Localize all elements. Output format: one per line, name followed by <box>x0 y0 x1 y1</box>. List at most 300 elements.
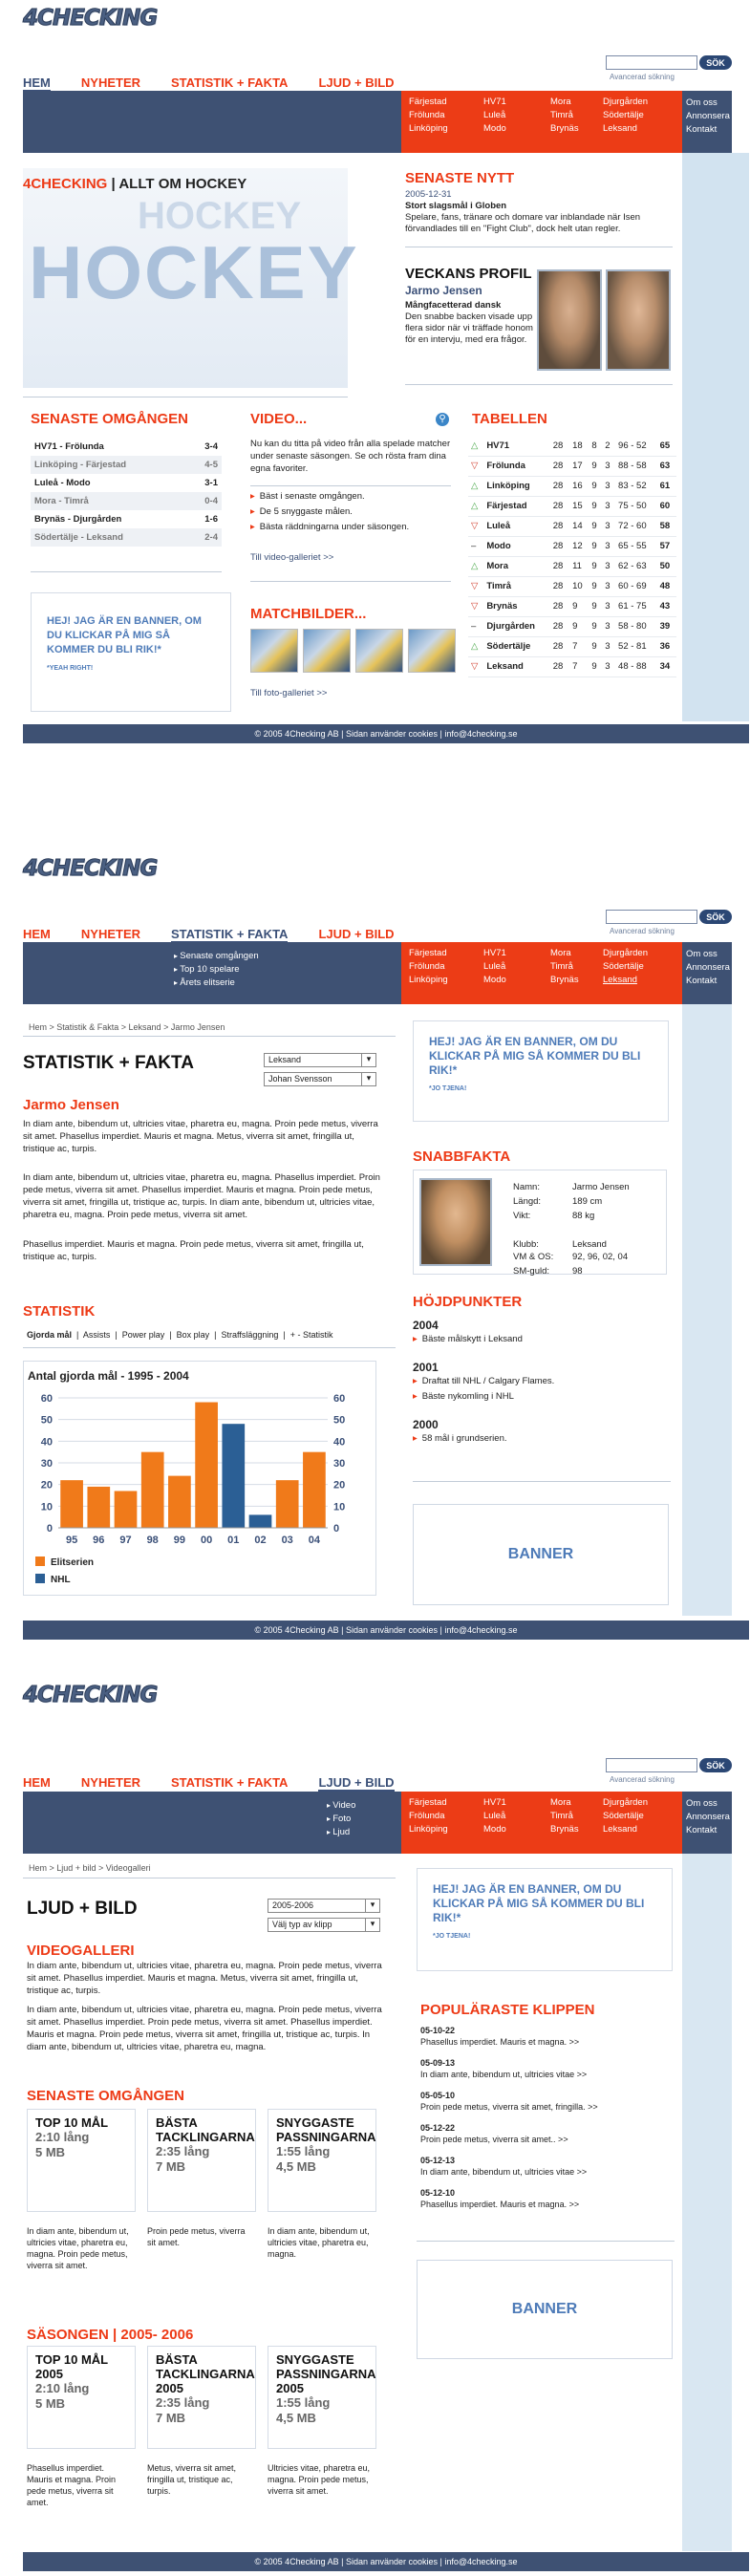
standings-row[interactable] <box>468 616 676 636</box>
stats-title: STATISTIK <box>23 1303 96 1320</box>
season-select[interactable]: 2005-2006 ▾ <box>268 1899 380 1913</box>
standings-goals: 96 - 52 <box>615 436 657 456</box>
team-link[interactable]: Mora <box>550 948 571 958</box>
banner-text: HEJ! JAG ÄR EN BANNER, OM DU KLICKAR PÅ MIG SÅ KOMMER DU BLI RIK!* <box>429 1035 641 1077</box>
y-tick-label-right: 60 <box>333 1393 346 1405</box>
team-link[interactable]: Modo <box>483 123 506 134</box>
banner-text: HEJ! JAG ÄR EN BANNER, OM DU KLICKAR PÅ MIG SÅ KOMMER DU BLI RIK!* <box>47 615 202 655</box>
standings-row[interactable] <box>468 456 676 476</box>
legend-label: NHL <box>51 1575 71 1585</box>
team-link[interactable]: Södertälje <box>603 961 644 972</box>
standings-wins: 7 <box>569 656 589 676</box>
divider <box>23 1036 396 1037</box>
nav-home[interactable]: HEM <box>23 927 51 941</box>
results-table <box>31 438 222 547</box>
fact-row <box>513 1209 630 1223</box>
season-title: SÄSONGEN | 2005- 2006 <box>27 2327 194 2343</box>
standings-row[interactable] <box>468 516 676 536</box>
profile-photo[interactable] <box>537 269 602 371</box>
highlight-year: 2000 <box>413 1418 439 1431</box>
standings-row[interactable] <box>468 656 676 676</box>
search-area <box>606 910 732 935</box>
match-thumb[interactable] <box>250 629 298 673</box>
chart-title: Antal gjorda mål - 1995 - 2004 <box>28 1369 189 1383</box>
popular-list <box>420 2025 669 2220</box>
about-link[interactable]: Om oss <box>686 949 718 959</box>
fact-value: 98 <box>572 1266 583 1277</box>
match-thumbs <box>250 629 470 676</box>
team-link[interactable]: Linköping <box>409 1824 448 1835</box>
y-tick-label: 0 <box>46 1523 53 1535</box>
breadcrumb[interactable]: Hem > Ljud + bild > Videogalleri <box>29 1863 151 1873</box>
popular-item[interactable] <box>420 2187 669 2210</box>
clip-title: BÄSTA TACKLINGARNA 2005 <box>156 2352 255 2395</box>
ad-banner[interactable] <box>417 1868 673 1971</box>
result-row[interactable] <box>31 528 222 547</box>
standings-row[interactable] <box>468 596 676 616</box>
clip-size: 4,5 MB <box>276 2159 316 2174</box>
clip-title: TOP 10 MÅL <box>35 2115 109 2130</box>
standings-team: HV71 <box>483 436 549 456</box>
result-row[interactable] <box>31 510 222 528</box>
standings-games: 28 <box>550 556 569 576</box>
x-tick-label: 97 <box>119 1535 132 1546</box>
standings-wins: 15 <box>569 496 589 516</box>
match-thumb[interactable] <box>303 629 351 673</box>
search-button[interactable]: SÖK <box>699 55 732 70</box>
video-clip[interactable] <box>27 2346 136 2449</box>
standings-wins: 12 <box>569 536 589 556</box>
video-clip[interactable] <box>27 2109 136 2212</box>
nav-media[interactable]: LJUD + BILD <box>318 927 395 941</box>
standings-goals: 83 - 52 <box>615 476 657 496</box>
breadcrumb[interactable]: Hem > Statistik & Fakta > Leksand > Jarmo Jensen <box>29 1022 225 1032</box>
clip-description: Metus, viverra sit amet, fringilla ut, tristique ac, turpis. <box>147 2463 237 2496</box>
popular-text: Phasellus imperdiet. Mauris et magna. >> <box>420 2200 580 2209</box>
popular-text: In diam ante, bibendum ut, ultricies vitae >> <box>420 2167 588 2177</box>
contact-link[interactable]: Kontakt <box>686 124 718 135</box>
highlights-title: HÖJDPUNKTER <box>413 1294 523 1310</box>
bar-elitserien <box>195 1403 218 1528</box>
standings-goals: 52 - 81 <box>615 636 657 656</box>
nav-news[interactable]: NYHETER <box>80 75 141 90</box>
big-banner[interactable]: BANNER <box>417 2260 673 2359</box>
divider <box>250 581 451 582</box>
player-select[interactable]: Johan Svensson ▾ <box>264 1072 376 1086</box>
search-icon[interactable]: ⚲ <box>436 413 449 426</box>
standings-table <box>468 436 676 677</box>
team-link[interactable]: Timrå <box>550 961 573 972</box>
team-link[interactable]: Leksand <box>603 123 637 134</box>
fact-value: 88 kg <box>572 1211 595 1221</box>
y-tick-label-right: 40 <box>333 1436 346 1449</box>
team-link[interactable]: Södertälje <box>603 1811 644 1821</box>
result-row[interactable] <box>31 438 222 456</box>
advertise-link[interactable]: Annonsera <box>686 962 730 973</box>
subnav-item[interactable]: ▸ Top 10 spelare <box>174 963 259 977</box>
standings-wins: 17 <box>569 456 589 476</box>
standings-row[interactable] <box>468 436 676 456</box>
nav-news[interactable]: NYHETER <box>80 927 141 941</box>
clip-description: Phasellus imperdiet. Mauris et magna. Proin pede metus, viverra sit amet. <box>27 2463 117 2507</box>
y-tick-label-right: 30 <box>333 1458 346 1470</box>
nav-home[interactable]: HEM <box>23 75 51 90</box>
popular-item[interactable] <box>420 2057 669 2080</box>
hero-title-brand: 4CHECKING <box>23 176 108 192</box>
video-link[interactable]: ▸ Bästa räddningarna under säsongen. <box>250 520 451 535</box>
standings-ties: 3 <box>602 556 615 576</box>
video-links <box>250 489 451 535</box>
video-clip[interactable] <box>268 2109 376 2212</box>
fact-label: Längd: <box>513 1196 542 1207</box>
advanced-search-link[interactable]: Avancerad sökning <box>610 73 675 81</box>
match-title: MATCHBILDER... <box>250 606 367 622</box>
x-tick-label: 02 <box>254 1535 267 1546</box>
standings-games: 28 <box>550 476 569 496</box>
team-link[interactable]: Djurgården <box>603 948 648 958</box>
popular-text: Proin pede metus, viverra sit amet.. >> <box>420 2135 568 2144</box>
y-tick-label-right: 20 <box>333 1479 346 1492</box>
subnav-item[interactable]: ▸ Video <box>327 1799 355 1813</box>
contact-link[interactable]: Kontakt <box>686 1825 718 1835</box>
standings-losses: 9 <box>589 596 602 616</box>
trend-down-icon: ▽ <box>468 656 483 676</box>
tab-boxplay[interactable]: Box play <box>176 1330 210 1340</box>
subnav-item[interactable]: ▸ Årets elitserie <box>174 977 259 990</box>
popular-item[interactable] <box>420 2025 669 2048</box>
team-link[interactable]: Djurgården <box>603 97 648 107</box>
standings-games: 28 <box>550 516 569 536</box>
video-text: Nu kan du titta på video från alla spelade matcher under senaste säsongen. Se och rösta fram dina egna favoriter. <box>250 439 451 474</box>
fact-label: Klubb: <box>513 1239 539 1250</box>
highlight-item: ▸ Bäste nykomling i NHL <box>413 1389 671 1405</box>
standings-games: 28 <box>550 636 569 656</box>
subnav-item[interactable]: ▸ Ljud <box>327 1826 355 1839</box>
photo-gallery-link[interactable]: Till foto-galleriet >> <box>250 688 328 698</box>
fact-row <box>513 1180 630 1194</box>
legend-label: Elitserien <box>51 1557 95 1568</box>
standings-games: 28 <box>550 656 569 676</box>
popular-item[interactable] <box>420 2155 669 2178</box>
standings-losses: 9 <box>589 536 602 556</box>
standings-games: 28 <box>550 496 569 516</box>
banner-footnote: *YEAH RIGHT! <box>47 665 94 672</box>
clip-description: In diam ante, bibendum ut, ultricies vitae, pharetra eu, magna. Proin pede metus, viverra sit amet. <box>27 2226 129 2270</box>
team-link[interactable]: Frölunda <box>409 1811 445 1821</box>
tab-plusminus[interactable]: + - Statistik <box>289 1330 333 1340</box>
match-thumb[interactable] <box>355 629 403 673</box>
divider <box>31 571 222 572</box>
nav-media[interactable]: LJUD + BILD <box>318 75 395 90</box>
tab-penalties[interactable]: Straffsläggning <box>221 1330 279 1340</box>
big-banner[interactable]: BANNER <box>413 1504 669 1605</box>
banner-footnote: *JO TJENA! <box>433 1933 471 1940</box>
player-name: Jarmo Jensen <box>23 1097 119 1113</box>
fact-label: SM-guld: <box>513 1266 550 1277</box>
team-link[interactable]: Modo <box>483 1824 506 1835</box>
standings-points: 58 <box>657 516 676 536</box>
clip-length: 2:35 lång <box>156 2395 210 2410</box>
logo[interactable]: 4CHECKING <box>23 856 158 881</box>
team-link[interactable]: Leksand <box>603 1824 637 1835</box>
standings-wins: 18 <box>569 436 589 456</box>
subnav-item[interactable]: ▸ Foto <box>327 1813 355 1826</box>
match-thumb[interactable] <box>408 629 456 673</box>
stats-tabs: Gjorda mål | Assists | Power play | Box play | Straffsläggning | + - Statistik <box>27 1330 333 1340</box>
popular-date: 05-12-22 <box>420 2123 456 2133</box>
search-area <box>606 55 732 81</box>
standings-points: 50 <box>657 556 676 576</box>
popular-item[interactable] <box>420 2090 669 2113</box>
team-link[interactable]: HV71 <box>483 97 506 107</box>
page-title: STATISTIK + FAKTA <box>23 1053 194 1073</box>
hero-image[interactable] <box>23 168 359 388</box>
team-link[interactable]: HV71 <box>483 1797 506 1808</box>
standings-team: Modo <box>483 536 549 556</box>
video-clip[interactable] <box>147 2109 256 2212</box>
header-band <box>23 91 749 153</box>
trend-down-icon: ▽ <box>468 516 483 536</box>
nav-stats[interactable]: STATISTIK + FAKTA <box>171 927 289 941</box>
standings-games: 28 <box>550 596 569 616</box>
result-score: 0-4 <box>188 492 222 510</box>
standings-points: 57 <box>657 536 676 556</box>
standings-team: Mora <box>483 556 549 576</box>
about-link[interactable]: Om oss <box>686 97 718 108</box>
x-tick-label: 03 <box>281 1535 293 1546</box>
clip-length: 2:10 lång <box>35 2381 90 2395</box>
profile-photo[interactable] <box>606 269 671 371</box>
y-tick-label-right: 0 <box>333 1523 340 1535</box>
bar-elitserien <box>87 1487 110 1528</box>
standings-row[interactable] <box>468 536 676 556</box>
advanced-search-link[interactable]: Avancerad sökning <box>610 1775 675 1784</box>
chart-box <box>23 1361 376 1596</box>
x-tick-label: 01 <box>227 1535 240 1546</box>
highlights-list <box>413 1319 671 1447</box>
team-link[interactable]: Färjestad <box>409 948 447 958</box>
team-link[interactable]: Mora <box>550 97 571 107</box>
tab-powerplay[interactable]: Power play <box>121 1330 165 1340</box>
standings-title: TABELLEN <box>472 411 547 427</box>
standings-ties: 3 <box>602 596 615 616</box>
team-link[interactable]: Luleå <box>483 1811 506 1821</box>
main-nav <box>23 1775 425 1792</box>
team-link[interactable]: Brynäs <box>550 123 579 134</box>
nav-stats[interactable]: STATISTIK + FAKTA <box>171 75 289 90</box>
search-input[interactable] <box>606 1758 697 1772</box>
highlight-items <box>413 1374 671 1405</box>
highlight-item: ▸ 58 mål i grundserien. <box>413 1431 671 1447</box>
trend-up-icon: △ <box>468 556 483 576</box>
contact-link[interactable]: Kontakt <box>686 976 718 986</box>
tab-assists[interactable]: Assists <box>82 1330 111 1340</box>
highlight-item: ▸ Bäste målskytt i Leksand <box>413 1332 671 1347</box>
right-rail <box>682 1004 732 1616</box>
team-link[interactable]: HV71 <box>483 948 506 958</box>
bar-elitserien <box>115 1491 138 1528</box>
standings-goals: 61 - 75 <box>615 596 657 616</box>
standings-wins: 9 <box>569 616 589 636</box>
standings-losses: 8 <box>589 436 602 456</box>
nav-stats[interactable]: STATISTIK + FAKTA <box>171 1775 289 1790</box>
clip-type-select[interactable]: Välj typ av klipp ▾ <box>268 1918 380 1932</box>
news-date: 2005-12-31 <box>405 189 452 200</box>
result-match: Linköping - Färjestad <box>31 456 188 474</box>
standings-goals: 62 - 63 <box>615 556 657 576</box>
y-tick-label: 20 <box>40 1479 53 1492</box>
fact-row <box>513 1250 630 1264</box>
standings-games: 28 <box>550 616 569 636</box>
standings-losses: 9 <box>589 656 602 676</box>
video-gallery-link[interactable]: Till video-galleriet >> <box>250 552 334 563</box>
clip-description: Ultricies vitae, pharetra eu, magna. Proin pede metus, viverra sit amet. <box>268 2463 371 2496</box>
advertise-link[interactable]: Annonsera <box>686 1812 730 1822</box>
result-match: Brynäs - Djurgården <box>34 514 122 525</box>
clip-length: 2:35 lång <box>156 2144 210 2158</box>
team-link[interactable]: Linköping <box>409 975 448 985</box>
standings-games: 28 <box>550 536 569 556</box>
nav-home[interactable]: HEM <box>23 1775 51 1790</box>
team-link[interactable]: Modo <box>483 975 506 985</box>
logo[interactable]: 4CHECKING <box>23 6 158 31</box>
video-link[interactable]: ▸ De 5 snyggaste målen. <box>250 504 451 520</box>
team-link[interactable]: Linköping <box>409 123 448 134</box>
news-headline[interactable]: Stort slagsmål i Globen <box>405 201 507 211</box>
team-link[interactable]: Brynäs <box>550 1824 579 1835</box>
video-clip[interactable] <box>147 2346 256 2449</box>
profile-text: Den snabbe backen visade upp flera sidor när vi träffade honom för en intervju, med era frågor. <box>405 311 533 345</box>
team-select[interactable]: Leksand ▾ <box>264 1053 376 1067</box>
standings-team: Södertälje <box>483 636 549 656</box>
standings-row[interactable] <box>468 476 676 496</box>
news-item[interactable] <box>405 189 673 235</box>
bar-elitserien <box>276 1480 299 1528</box>
x-tick-label: 98 <box>146 1535 159 1546</box>
banner-text: HEJ! JAG ÄR EN BANNER, OM DU KLICKAR PÅ MIG SÅ KOMMER DU BLI RIK!* <box>433 1882 645 1924</box>
nav-news[interactable]: NYHETER <box>80 1775 141 1790</box>
gallery-text: In diam ante, bibendum ut, ultricies vitae, pharetra eu, magna. Proin pede metus, viverra sit amet. Phasellus imperdiet. Mauris et magna. Metus, viverra sit amet, fringilla ut, tristique ac, turpis. <box>27 1961 382 1996</box>
round-title: SENASTE OMGÅNGEN <box>27 2088 185 2104</box>
fact-value: Leksand <box>572 1239 607 1250</box>
tab-goals[interactable]: Gjorda mål <box>27 1330 73 1340</box>
highlight-items <box>413 1332 671 1347</box>
footer: © 2005 4Checking AB | Sidan använder cookies | info@4checking.se <box>23 724 749 743</box>
right-rail <box>682 1854 732 2551</box>
nav-media[interactable]: LJUD + BILD <box>318 1775 395 1790</box>
result-match: Luleå - Modo <box>34 478 91 488</box>
subnav-item[interactable]: ▸ Senaste omgången <box>174 950 259 963</box>
standings-losses: 9 <box>589 556 602 576</box>
team-link[interactable]: Färjestad <box>409 1797 447 1808</box>
search-button[interactable]: SÖK <box>699 1758 732 1772</box>
header-band <box>23 1792 749 1854</box>
clip-length: 1:55 lång <box>276 2144 331 2158</box>
team-link[interactable]: Mora <box>550 1797 571 1808</box>
popular-item[interactable] <box>420 2122 669 2145</box>
x-tick-label: 95 <box>65 1535 78 1546</box>
divider <box>413 1481 671 1482</box>
advertise-link[interactable]: Annonsera <box>686 111 730 121</box>
about-link[interactable]: Om oss <box>686 1798 718 1809</box>
team-link[interactable]: Frölunda <box>409 110 445 120</box>
clip-size: 5 MB <box>35 2145 66 2159</box>
video-clip[interactable] <box>268 2346 376 2449</box>
video-link[interactable]: ▸ Bäst i senaste omgången. <box>250 489 451 504</box>
standings-losses: 9 <box>589 576 602 596</box>
standings-row[interactable] <box>468 556 676 576</box>
team-link[interactable]: Frölunda <box>409 961 445 972</box>
result-score: 3-4 <box>204 441 218 452</box>
divider <box>405 384 673 385</box>
team-menu <box>401 942 682 1004</box>
ad-banner[interactable] <box>413 1020 669 1122</box>
fact-row <box>513 1264 630 1278</box>
team-link[interactable]: Djurgården <box>603 1797 648 1808</box>
home-page <box>0 0 750 755</box>
team-link-active[interactable]: Leksand <box>603 975 637 985</box>
trend-down-icon: ▽ <box>468 596 483 616</box>
team-link[interactable]: Timrå <box>550 1811 573 1821</box>
standings-team: Frölunda <box>483 456 549 476</box>
standings-losses: 9 <box>589 496 602 516</box>
team-link[interactable]: Brynäs <box>550 975 579 985</box>
profile-text-block <box>405 285 539 346</box>
search-button[interactable]: SÖK <box>699 910 732 924</box>
result-match: HV71 - Frölunda <box>34 441 104 452</box>
y-tick-label-right: 10 <box>333 1501 346 1513</box>
team-link[interactable]: Luleå <box>483 110 506 120</box>
popular-text: In diam ante, bibendum ut, ultricies vitae >> <box>420 2070 588 2079</box>
bar-nhl <box>222 1424 245 1528</box>
advanced-search-link[interactable]: Avancerad sökning <box>610 927 675 935</box>
ad-banner[interactable] <box>31 592 231 712</box>
standings-losses: 9 <box>589 516 602 536</box>
x-tick-label: 99 <box>173 1535 186 1546</box>
search-input[interactable] <box>606 910 697 924</box>
standings-games: 28 <box>550 436 569 456</box>
team-link[interactable]: Färjestad <box>409 97 447 107</box>
standings-row[interactable] <box>468 496 676 516</box>
search-input[interactable] <box>606 55 697 70</box>
team-link[interactable]: Timrå <box>550 110 573 120</box>
profile-title: VECKANS PROFIL <box>405 266 532 282</box>
y-tick-label: 30 <box>40 1458 53 1470</box>
search-area <box>606 1758 732 1784</box>
facts-title: SNABBFAKTA <box>413 1148 511 1165</box>
popular-text: Proin pede metus, viverra sit amet, fringilla. >> <box>420 2102 598 2112</box>
legend-swatch <box>35 1574 45 1583</box>
standings-points: 61 <box>657 476 676 496</box>
result-row[interactable] <box>31 456 222 474</box>
standings-row[interactable] <box>468 636 676 656</box>
logo[interactable]: 4CHECKING <box>23 1683 158 1707</box>
y-tick-label: 50 <box>40 1414 53 1427</box>
profile-name[interactable]: Jarmo Jensen <box>405 284 482 297</box>
standings-losses: 9 <box>589 636 602 656</box>
standings-row[interactable] <box>468 576 676 596</box>
standings-losses: 9 <box>589 616 602 636</box>
player-text: In diam ante, bibendum ut, ultricies vitae, pharetra eu, magna. Phasellus imperdiet. Proin pede metus, viverra sit amet. Phasellus imperdiet. Mauris et magna. Proin pede metus, viverra sit amet, fringilla ut, tristique ac, turpis. In diam ante, bibendum ut, ultricies vitae, pharetra eu, magna. Proin pede metus, viverra sit amet. <box>23 1172 380 1220</box>
clip-title: SNYGGASTE PASSNINGARNA <box>276 2115 376 2144</box>
team-link[interactable]: Luleå <box>483 961 506 972</box>
result-row[interactable] <box>31 492 222 510</box>
result-row[interactable] <box>31 474 222 492</box>
clip-size: 7 MB <box>156 2411 186 2425</box>
team-link[interactable]: Södertälje <box>603 110 644 120</box>
trend-flat-icon: – <box>468 616 483 636</box>
popular-date: 05-05-10 <box>420 2091 456 2100</box>
